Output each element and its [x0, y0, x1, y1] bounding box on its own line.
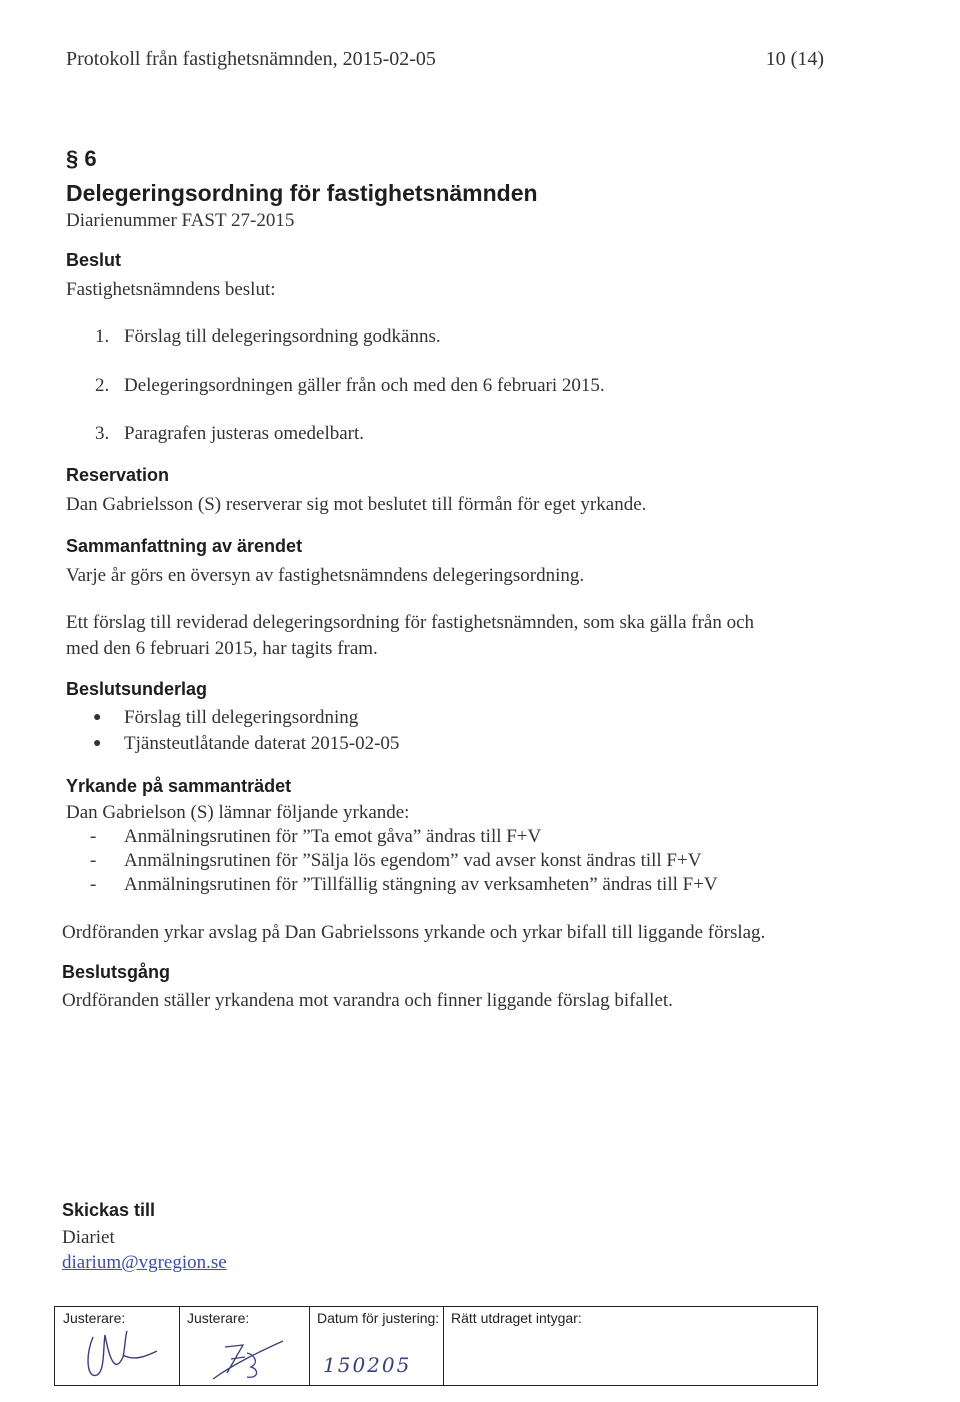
page-number: 10 (14)	[765, 48, 824, 70]
signature-scribble-icon	[205, 1333, 285, 1383]
chairman-motion: Ordföranden yrkar avslag på Dan Gabrielssons yrkande och yrkar bifall till liggande förslag.	[62, 922, 766, 943]
signature-cell-justerare-2[interactable]	[179, 1307, 310, 1385]
reservation-heading: Reservation	[66, 465, 170, 485]
procedure-heading: Beslutsgång	[62, 962, 171, 982]
decision-text: Förslag till delegeringsordning godkänns.	[124, 326, 441, 347]
basis-item-text: Förslag till delegeringsordning	[124, 707, 359, 728]
signature-cell-label: Justerare:	[187, 1310, 250, 1326]
motion-item-text: Anmälningsrutinen för ”Sälja lös egendom” vad avser konst ändras till F+V	[124, 850, 702, 871]
motion-heading: Yrkande på sammanträdet	[66, 776, 292, 796]
protocol-header-title: Protokoll från fastighetsnämnden, 2015-02-05	[66, 48, 436, 70]
send-to-heading: Skickas till	[62, 1200, 156, 1220]
procedure-text: Ordföranden ställer yrkandena mot varandra och finner liggande förslag bifallet.	[62, 990, 673, 1011]
basis-heading: Beslutsunderlag	[66, 679, 208, 699]
basis-item-text: Tjänsteutlåtande daterat 2015-02-05	[124, 733, 400, 754]
summary-paragraph-2-line-1: Ett förslag till reviderad delegeringsordning för fastighetsnämnden, som ska gälla från och	[66, 612, 755, 633]
dash-marker: -	[90, 874, 97, 895]
bullet-icon: ●	[93, 736, 102, 751]
decision-text: Delegeringsordningen gäller från och med den 6 februari 2015.	[124, 375, 605, 396]
send-to-email-link[interactable]: diarium@vgregion.se	[62, 1252, 227, 1273]
summary-paragraph-1: Varje år görs en översyn av fastighetsnämndens delegeringsordning.	[66, 565, 585, 586]
signature-table	[54, 1306, 818, 1386]
handwritten-date: 150205	[323, 1353, 412, 1377]
signature-cell-justerare-1[interactable]	[55, 1307, 180, 1385]
signature-cell-date[interactable]	[309, 1307, 444, 1385]
decision-number: 3.	[95, 423, 110, 444]
send-to-recipient: Diariet	[62, 1227, 115, 1248]
signature-cell-certify[interactable]	[443, 1307, 815, 1385]
motion-intro: Dan Gabrielson (S) lämnar följande yrkande:	[66, 802, 410, 823]
decision-number: 1.	[95, 326, 110, 347]
decision-number: 2.	[95, 375, 110, 396]
reservation-text: Dan Gabrielsson (S) reserverar sig mot beslutet till förmån för eget yrkande.	[66, 494, 647, 515]
diarienummer: Diarienummer FAST 27-2015	[66, 210, 295, 231]
signature-scribble-icon	[75, 1317, 165, 1381]
summary-heading: Sammanfattning av ärendet	[66, 536, 303, 556]
paragraph-number: § 6	[66, 146, 97, 171]
dash-marker: -	[90, 850, 97, 871]
signature-cell-label: Justerare:	[63, 1310, 126, 1326]
dash-marker: -	[90, 826, 97, 847]
section-title: Delegeringsordning för fastighetsnämnden	[66, 180, 538, 206]
motion-item-text: Anmälningsrutinen för ”Tillfällig stängning av verksamheten” ändras till F+V	[124, 874, 718, 895]
summary-paragraph-2-line-2: med den 6 februari 2015, har tagits fram.	[66, 638, 378, 659]
motion-item-text: Anmälningsrutinen för ”Ta emot gåva” ändras till F+V	[124, 826, 542, 847]
signature-cell-label: Datum för justering:	[317, 1310, 440, 1326]
beslut-intro: Fastighetsnämndens beslut:	[66, 279, 276, 300]
decision-text: Paragrafen justeras omedelbart.	[124, 423, 365, 444]
bullet-icon: ●	[93, 710, 102, 725]
signature-cell-label: Rätt utdraget intygar:	[451, 1310, 582, 1326]
beslut-heading: Beslut	[66, 250, 122, 270]
